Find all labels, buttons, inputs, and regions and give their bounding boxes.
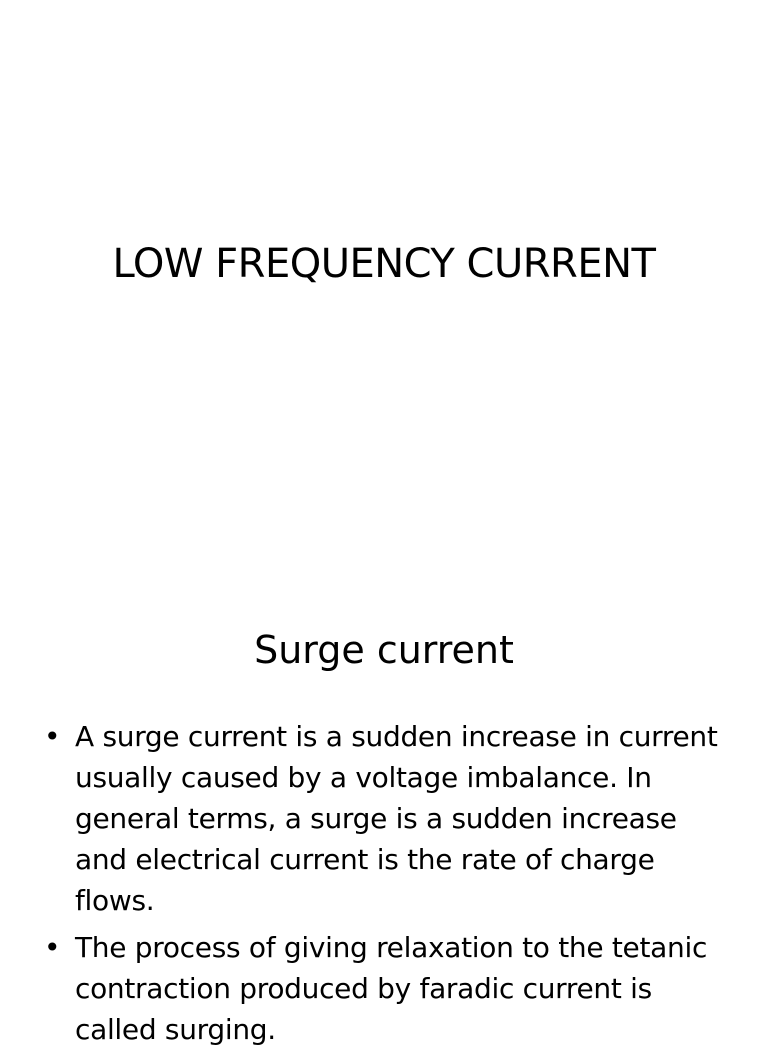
bullet-item bbox=[0, 927, 768, 1050]
section-heading: Surge current bbox=[254, 628, 514, 672]
slide-title: LOW FREQUENCY CURRENT bbox=[112, 241, 656, 287]
bullet-text: The process of giving relaxation to the tetanic contraction produced by faradic current is called surging. bbox=[75, 931, 708, 1046]
bullet-dot-icon: • bbox=[44, 720, 61, 753]
bullet-text: A surge current is a sudden increase in current usually caused by a voltage imbalance. In general terms, a surge is a sudden increase and electrical current is the rate of charge flows. bbox=[75, 720, 718, 917]
bullet-list bbox=[0, 716, 768, 1056]
bullet-item bbox=[0, 716, 768, 921]
bullet-dot-icon: • bbox=[44, 931, 61, 964]
